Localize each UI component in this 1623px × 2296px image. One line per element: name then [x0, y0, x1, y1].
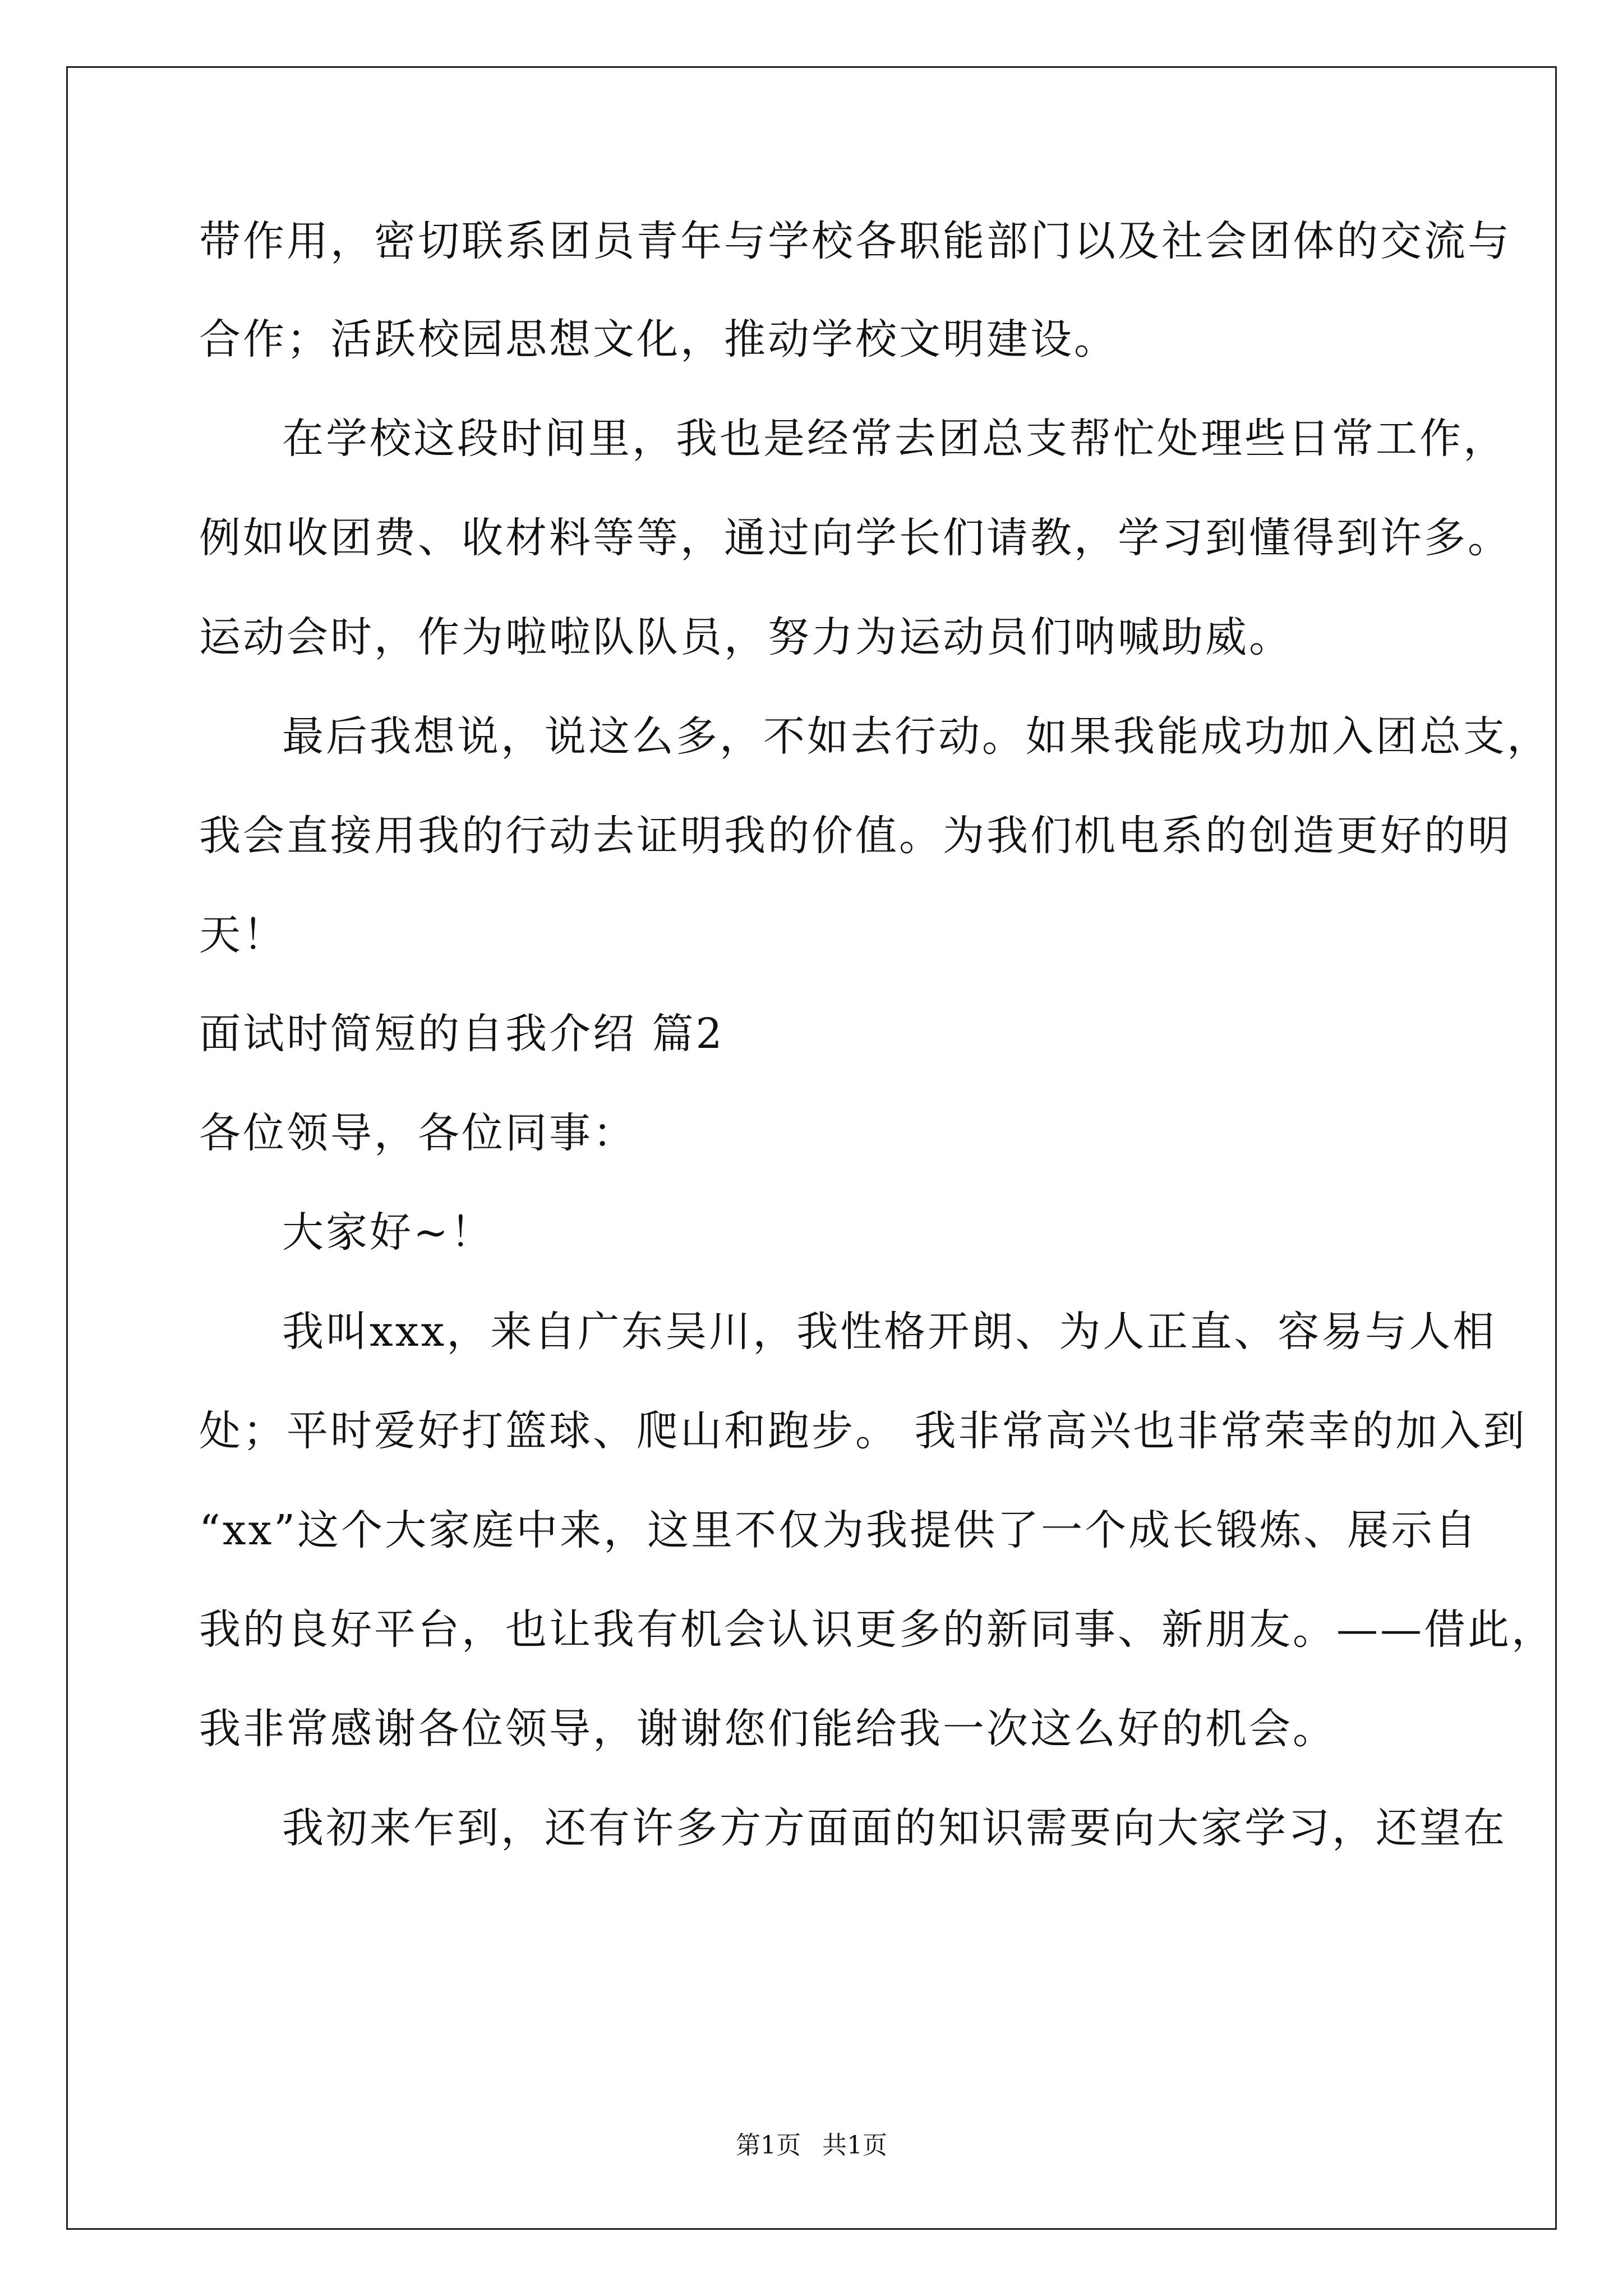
text-line: 我的良好平台，也让我有机会认识更多的新同事、新朋友。——借此，: [199, 1605, 1555, 1654]
text-line: 合作；活跃校园思想文化，推动学校文明建设。: [199, 315, 1118, 364]
text-line: 运动会时，作为啦啦队队员，努力为运动员们呐喊助威。: [199, 613, 1293, 661]
greeting: 大家好~！: [282, 1208, 495, 1257]
section-heading: 面试时简短的自我介绍 篇2: [199, 1010, 725, 1058]
paragraph-start: 最后我想说，说这么多，不如去行动。如果我能成功加入团总支，: [282, 712, 1551, 761]
text-line: 带作用，密切联系团员青年与学校各职能部门以及社会团体的交流与: [199, 217, 1511, 265]
text-line: 我会直接用我的行动去证明我的价值。为我们机电系的创造更好的明: [199, 812, 1511, 860]
salutation: 各位领导，各位同事：: [199, 1109, 637, 1157]
text-line: 我非常感谢各位领导，谢谢您们能给我一次这么好的机会。: [199, 1705, 1336, 1753]
page-footer: [0, 2129, 1623, 2162]
page-number: 第1页: [736, 2131, 801, 2160]
text-line: 例如收团费、收材料等等，通过向学长们请教，学习到懂得到许多。: [199, 514, 1511, 562]
text-line: 处；平时爱好打篮球、爬山和跑步。 我非常高兴也非常荣幸的加入到: [199, 1407, 1527, 1455]
paragraph-start: 我叫xxx，来自广东吴川，我性格开朗、为人正直、容易与人相: [282, 1308, 1497, 1356]
paragraph-start: 在学校这段时间里，我也是经常去团总支帮忙处理些日常工作，: [282, 415, 1507, 463]
text-line: 天！: [199, 911, 287, 959]
paragraph-start: 我初来乍到，还有许多方方面面的知识需要向大家学习，还望在: [282, 1804, 1507, 1852]
text-line: “xx”这个大家庭中来，这里不仅为我提供了一个成长锻炼、展示自: [199, 1506, 1479, 1554]
page-total: 共1页: [822, 2131, 887, 2160]
